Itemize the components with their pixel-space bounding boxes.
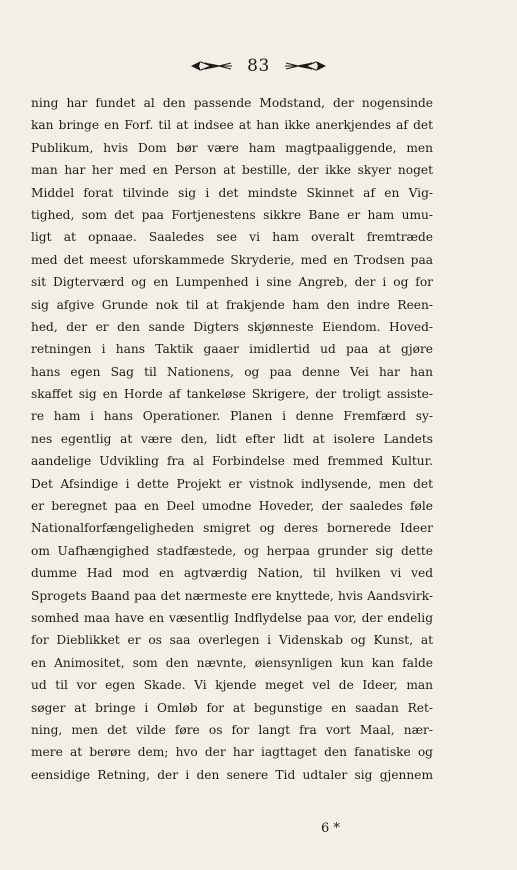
text-line: dumme Had mod en agtværdig Nation, til hvilken vi ved [31, 566, 433, 581]
text-line: med det meest uforskammede Skryderie, med en Trodsen paa [31, 252, 433, 267]
signature-mark: 6 * [321, 821, 340, 836]
text-line: sig afgive Grunde nok til at frakjende ham den indre Reen- [31, 297, 433, 312]
text-line: Middel forat tilvinde sig i det mindste Skinnet af en Vig- [31, 185, 433, 200]
text-line: hed, der er den sande Digters skjønneste Eiendom. Hoved- [31, 319, 433, 334]
text-line: re ham i hans Operationer. Planen i denne Fremfærd sy- [31, 409, 433, 424]
text-line: sit Digterværd og en Lumpenhed i sine Angreb, der i og for [31, 275, 433, 290]
text-line: Sprogets Baand paa det nærmeste ere knyttede, hvis Aandsvirk- [31, 588, 433, 603]
text-line: ligt at opnaae. Saaledes see vi ham overalt fremtræde [31, 230, 433, 245]
text-line: aandelige Udvikling fra al Forbindelse med fremmed Kultur. [31, 454, 433, 469]
page-number: 83 [247, 56, 270, 76]
text-line: tighed, som det paa Fortjenestens sikkre Bane er ham umu- [31, 207, 433, 222]
text-line: somhed maa have en væsentlig Indflydelse paa vor, der endelig [31, 610, 433, 625]
ornament-right-icon [284, 59, 328, 73]
text-line: man har her med en Person at bestille, der ikke skyer noget [31, 163, 433, 178]
text-line: Det Afsindige i dette Projekt er vistnok indlysende, men det [31, 476, 433, 491]
body-text [31, 92, 433, 786]
text-line: retningen i hans Taktik gaaer imidlertid ud paa at gjøre [31, 342, 433, 357]
text-line: Publikum, hvis Dom bør være ham magtpaaliggende, men [31, 140, 433, 155]
text-line: for Dieblikket er os saa overlegen i Videnskab og Kunst, at [31, 633, 433, 648]
text-line: er beregnet paa en Deel umodne Hoveder, der saaledes føle [31, 499, 433, 514]
text-line: søger at bringe i Omløb for at begunstige en saadan Ret- [31, 700, 433, 715]
text-line: en Animositet, som den nævnte, øiensynligen kun kan falde [31, 655, 433, 670]
text-line: ning, men det vilde føre os for langt fra vort Maal, nær- [31, 722, 433, 737]
text-line: hans egen Sag til Nationens, og paa denne Vei har han [31, 364, 433, 379]
text-line: nes egentlig at være den, lidt efter lidt at isolere Landets [31, 431, 433, 446]
text-line: ning har fundet al den passende Modstand, der nogensinde [31, 96, 433, 110]
text-line: Nationalforfængeligheden smigret og deres bornerede Ideer [31, 521, 433, 536]
text-line: om Uafhængighed stadfæstede, og herpaa grunder sig dette [31, 543, 433, 558]
text-line: kan bringe en Forf. til at indsee at han ikke anerkjendes af det [31, 118, 433, 133]
text-line: eensidige Retning, der i den senere Tid udtaler sig gjennem [31, 767, 433, 782]
text-line: ud til vor egen Skade. Vi kjende meget vel de Ideer, man [31, 678, 433, 693]
page-header [0, 56, 517, 76]
ornament-left-icon [189, 59, 233, 73]
text-line: mere at berøre dem; hvo der har iagttaget den fanatiske og [31, 745, 433, 760]
text-line: skaffet sig en Horde af tankeløse Skrigere, der troligt assiste- [31, 387, 433, 402]
